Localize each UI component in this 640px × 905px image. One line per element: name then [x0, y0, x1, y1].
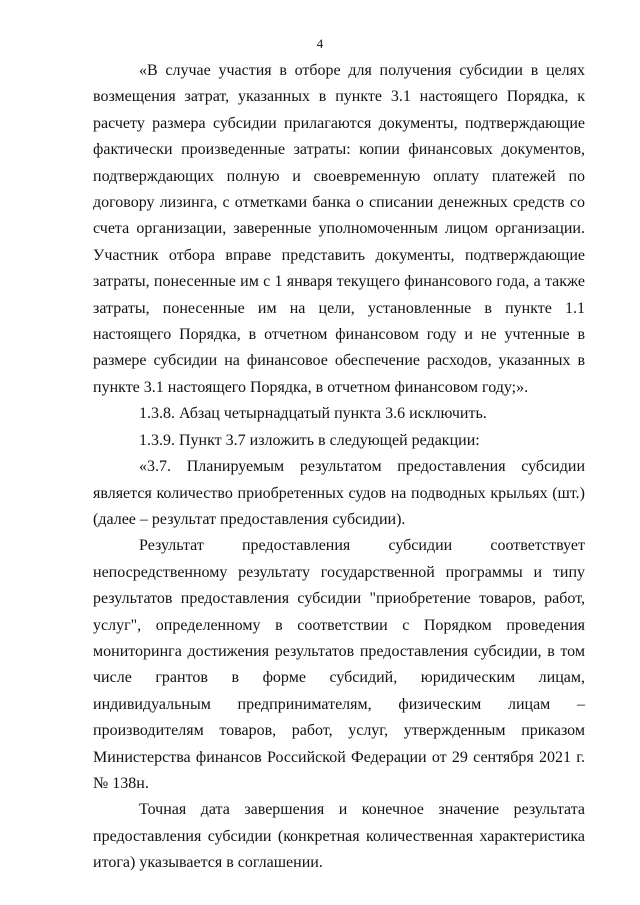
paragraph-result-date: Точная дата завершения и конечное значение результата предоставления субсидии (конкретная количественная характеристика итога) указывается в соглашении. — [93, 801, 585, 872]
paragraph-subsidy-documents: «В случае участия в отборе для получения субсидии в целях возмещения затрат, указанных в пункте 3.1 настоящего Порядка, к расчету размера субсидии прилагаются документы, подтверждающие фактически произведенные затраты: копии финансовых документов, подтверждающих полную и своевременную оплату платежей по договору лизинга, с отметками банка о списании денежных средств со счета организации, заверенные уполномоченным лицом организации. Участник отбора вправе представить документы, подтверждающие затраты, понесенные им с 1 января текущего финансового года, а также затраты, понесенные им на цели, установленные в пункте 1.1 настоящего Порядка, в отчетном финансовом году и не учтенные в размере субсидии на финансовое обеспечение расходов, указанных в пункте 3.1 настоящего Порядка, в отчетном финансовом году;». — [93, 62, 585, 396]
paragraph-result-correspondence: Результат предоставления субсидии соответствует непосредственному результату государственной программы и типу результатов предоставления субсидии "приобретение товаров, работ, услуг", определенному в соответствии с Порядком проведения мониторинга достижения результатов предоставления субсидии, в том числе грантов в форме субсидий, юридическим лицам, индивидуальным предпринимателям, физическим лицам – производителям товаров, работ, услуг, утвержденным приказом Министерства финансов Российской Федерации от 29 сентября 2021 г. № 138н. — [93, 537, 585, 792]
document-body — [93, 58, 585, 877]
paragraph-clause-3-7: «3.7. Планируемым результатом предоставления субсидии является количество приобретенных судов на подводных крыльях (шт.) (далее – результат предоставления субсидии). — [93, 458, 585, 528]
paragraph-item-1-3-8: 1.3.8. Абзац четырнадцатый пункта 3.6 исключить. — [139, 405, 487, 423]
page-number: 4 — [316, 36, 324, 51]
paragraph-item-1-3-9: 1.3.9. Пункт 3.7 изложить в следующей редакции: — [139, 431, 480, 449]
